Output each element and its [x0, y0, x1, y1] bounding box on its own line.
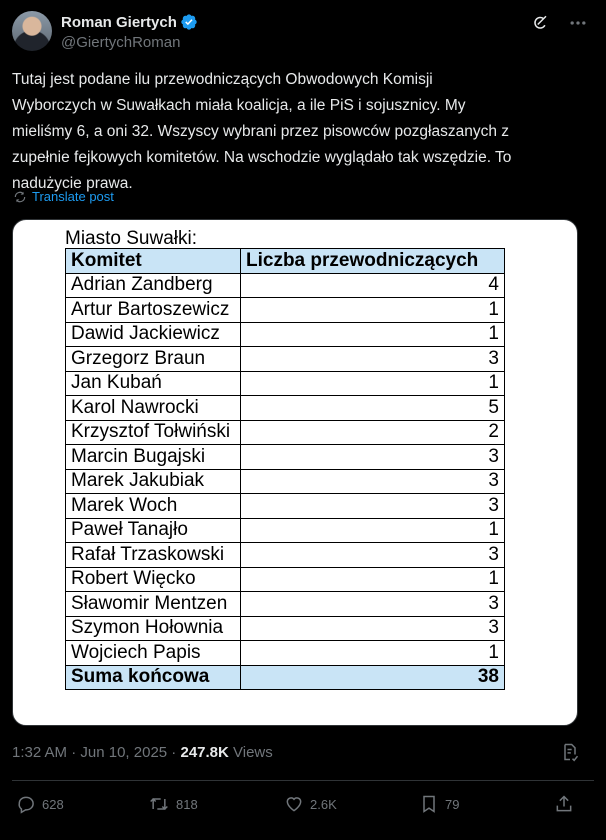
table-total-row: [66, 665, 505, 690]
committee-name: Rafał Trzaskowski: [66, 543, 241, 568]
reply-count: 628: [42, 796, 64, 812]
table-row: [66, 322, 505, 347]
chair-count: 3: [241, 494, 505, 519]
committee-name: Wojciech Papis: [66, 641, 241, 666]
post-date[interactable]: Jun 10, 2025: [80, 744, 168, 761]
action-bar: [16, 794, 576, 816]
table-row: [66, 298, 505, 323]
post-analytics-icon[interactable]: [560, 742, 580, 762]
committee-name: Marek Jakubiak: [66, 469, 241, 494]
table-row: [66, 518, 505, 543]
table-row: [66, 543, 505, 568]
total-value: 38: [241, 665, 505, 690]
table-row: [66, 567, 505, 592]
post-meta: [12, 744, 273, 761]
chair-count: 1: [241, 322, 505, 347]
views-label: Views: [228, 744, 273, 761]
meta-separator: ·: [167, 744, 181, 761]
author-name[interactable]: Roman Giertych: [61, 13, 177, 31]
translate-post-link[interactable]: [13, 189, 114, 204]
author-handle[interactable]: @GiertychRoman: [61, 34, 181, 51]
repost-icon: [148, 794, 170, 814]
bookmark-count: 79: [445, 796, 460, 812]
table-row: [66, 469, 505, 494]
chair-count: 1: [241, 641, 505, 666]
chair-count: 1: [241, 567, 505, 592]
chair-count: 3: [241, 543, 505, 568]
meta-separator: ·: [67, 744, 81, 761]
chair-count: 5: [241, 396, 505, 421]
reply-icon: [16, 794, 36, 814]
chair-count: 3: [241, 347, 505, 372]
chair-count: 1: [241, 298, 505, 323]
committee-name: Sławomir Mentzen: [66, 592, 241, 617]
author-name-row: [61, 13, 198, 31]
committee-name: Artur Bartoszewicz: [66, 298, 241, 323]
translate-label[interactable]: Translate post: [32, 189, 114, 204]
chair-count: 3: [241, 592, 505, 617]
table-row: [66, 347, 505, 372]
bookmark-button[interactable]: [419, 794, 459, 814]
committee-name: Adrian Zandberg: [66, 273, 241, 298]
chair-count: 4: [241, 273, 505, 298]
committee-name: Jan Kubań: [66, 371, 241, 396]
chair-count: 1: [241, 518, 505, 543]
committee-name: Dawid Jackiewicz: [66, 322, 241, 347]
table-row: [66, 371, 505, 396]
like-count: 2.6K: [310, 796, 337, 812]
committee-name: Robert Więcko: [66, 567, 241, 592]
post-time[interactable]: 1:32 AM: [12, 744, 68, 761]
translate-icon: [13, 190, 27, 204]
share-icon: [554, 794, 574, 814]
more-icon[interactable]: [568, 13, 588, 33]
chair-count: 3: [241, 616, 505, 641]
bookmark-icon: [419, 794, 439, 814]
repost-count: 818: [176, 796, 198, 812]
committee-name: Paweł Tanajło: [66, 518, 241, 543]
total-label: Suma końcowa: [66, 665, 241, 690]
avatar[interactable]: [12, 11, 52, 51]
table-row: [66, 396, 505, 421]
post-header: [12, 11, 594, 53]
table-row: [66, 641, 505, 666]
committee-name: Grzegorz Braun: [66, 347, 241, 372]
grok-icon[interactable]: [531, 14, 549, 32]
committee-name: Karol Nawrocki: [66, 396, 241, 421]
like-button[interactable]: [284, 794, 337, 814]
header-committee: Komitet: [66, 249, 241, 274]
table-header-row: [66, 249, 505, 274]
views-count[interactable]: 247.8K: [180, 744, 229, 761]
share-button[interactable]: [554, 794, 580, 814]
table-row: [66, 445, 505, 470]
chair-count: 3: [241, 445, 505, 470]
post-text: Tutaj jest podane ilu przewodniczących Obwodowych Komisji Wyborczych w Suwałkach miała koalicja, a ile PiS i sojusznicy. My mieliśmy 6, a oni 32. Wszyscy wybrani przez pisowców pozgłaszanych z zupełnie fejkowych komitetów. Na wschodzie wyglądało tak wszędzie. To nadużycie prawa.: [12, 71, 512, 192]
table-row: [66, 494, 505, 519]
committee-name: Krzysztof Tołwiński: [66, 420, 241, 445]
table-row: [66, 273, 505, 298]
divider: [12, 780, 594, 781]
table-row: [66, 616, 505, 641]
repost-button[interactable]: [148, 794, 198, 814]
chair-count: 1: [241, 371, 505, 396]
chair-count: 3: [241, 469, 505, 494]
table-caption: Miasto Suwałki:: [65, 228, 197, 249]
header-count: Liczba przewodniczących: [241, 249, 505, 274]
committee-name: Szymon Hołownia: [66, 616, 241, 641]
reply-button[interactable]: [16, 794, 64, 814]
committee-name: Marek Woch: [66, 494, 241, 519]
results-table: [65, 248, 505, 690]
table-row: [66, 420, 505, 445]
post-image[interactable]: [12, 219, 578, 726]
like-icon: [284, 794, 304, 814]
table-row: [66, 592, 505, 617]
verified-badge-icon: [180, 13, 198, 31]
chair-count: 2: [241, 420, 505, 445]
committee-name: Marcin Bugajski: [66, 445, 241, 470]
